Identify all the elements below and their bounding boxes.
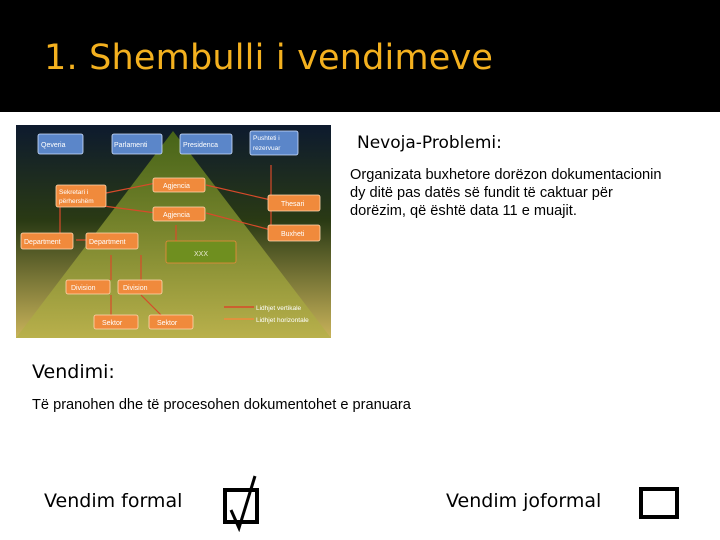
box-xxx-label: XXX: [194, 251, 209, 258]
legend-horizontal-label: Lidhjet horizontale: [256, 317, 309, 324]
box-sekretari-label: Sekretari i: [59, 189, 89, 196]
svg-text:rezervuar: rezervuar: [253, 145, 281, 152]
decision-heading: Vendimi:: [32, 361, 115, 383]
informal-decision-checkbox[interactable]: [639, 487, 679, 519]
box-division-1-label: Division: [71, 285, 96, 292]
box-thesari-label: Thesari: [281, 201, 305, 208]
informal-decision-label: Vendim joformal: [446, 490, 602, 512]
box-agjencia-1-label: Agjencia: [163, 183, 190, 190]
checkmark-icon: [225, 472, 269, 532]
formal-decision-checkbox[interactable]: [223, 488, 259, 524]
title-bar: [0, 0, 720, 112]
box-sector-1-label: Sektor: [102, 320, 123, 327]
svg-text:përhershëm: përhershëm: [59, 198, 94, 205]
formal-decision-label: Vendim formal: [44, 490, 183, 512]
problem-text: Organizata buxhetore dorëzon dokumentacionin dy ditë pas datës së fundit të caktuar për dorëzim, që është data 11 e muajit.: [350, 167, 662, 219]
box-buxheti-label: Buxheti: [281, 231, 305, 238]
box-presidenca-label: Presidenca: [183, 142, 219, 149]
box-agjencia-2-label: Agjencia: [163, 212, 190, 219]
org-chart-diagram: [16, 125, 331, 338]
box-qeveria-label: Qeveria: [41, 142, 66, 149]
box-pushteti-label: Pushteti i: [253, 135, 280, 142]
box-sector-2-label: Sektor: [157, 320, 178, 327]
decision-text: Të pranohen dhe të procesohen dokumentohet e pranuara: [32, 397, 411, 413]
box-department-1-label: Department: [24, 239, 61, 246]
page-title: 1. Shembulli i vendimeve: [44, 38, 494, 78]
box-division-2-label: Division: [123, 285, 148, 292]
problem-heading: Nevoja-Problemi:: [357, 133, 502, 153]
legend-vertical-label: Lidhjet vertikale: [256, 305, 302, 312]
box-parlamenti-label: Parlamenti: [114, 142, 148, 149]
box-department-2-label: Department: [89, 239, 126, 246]
